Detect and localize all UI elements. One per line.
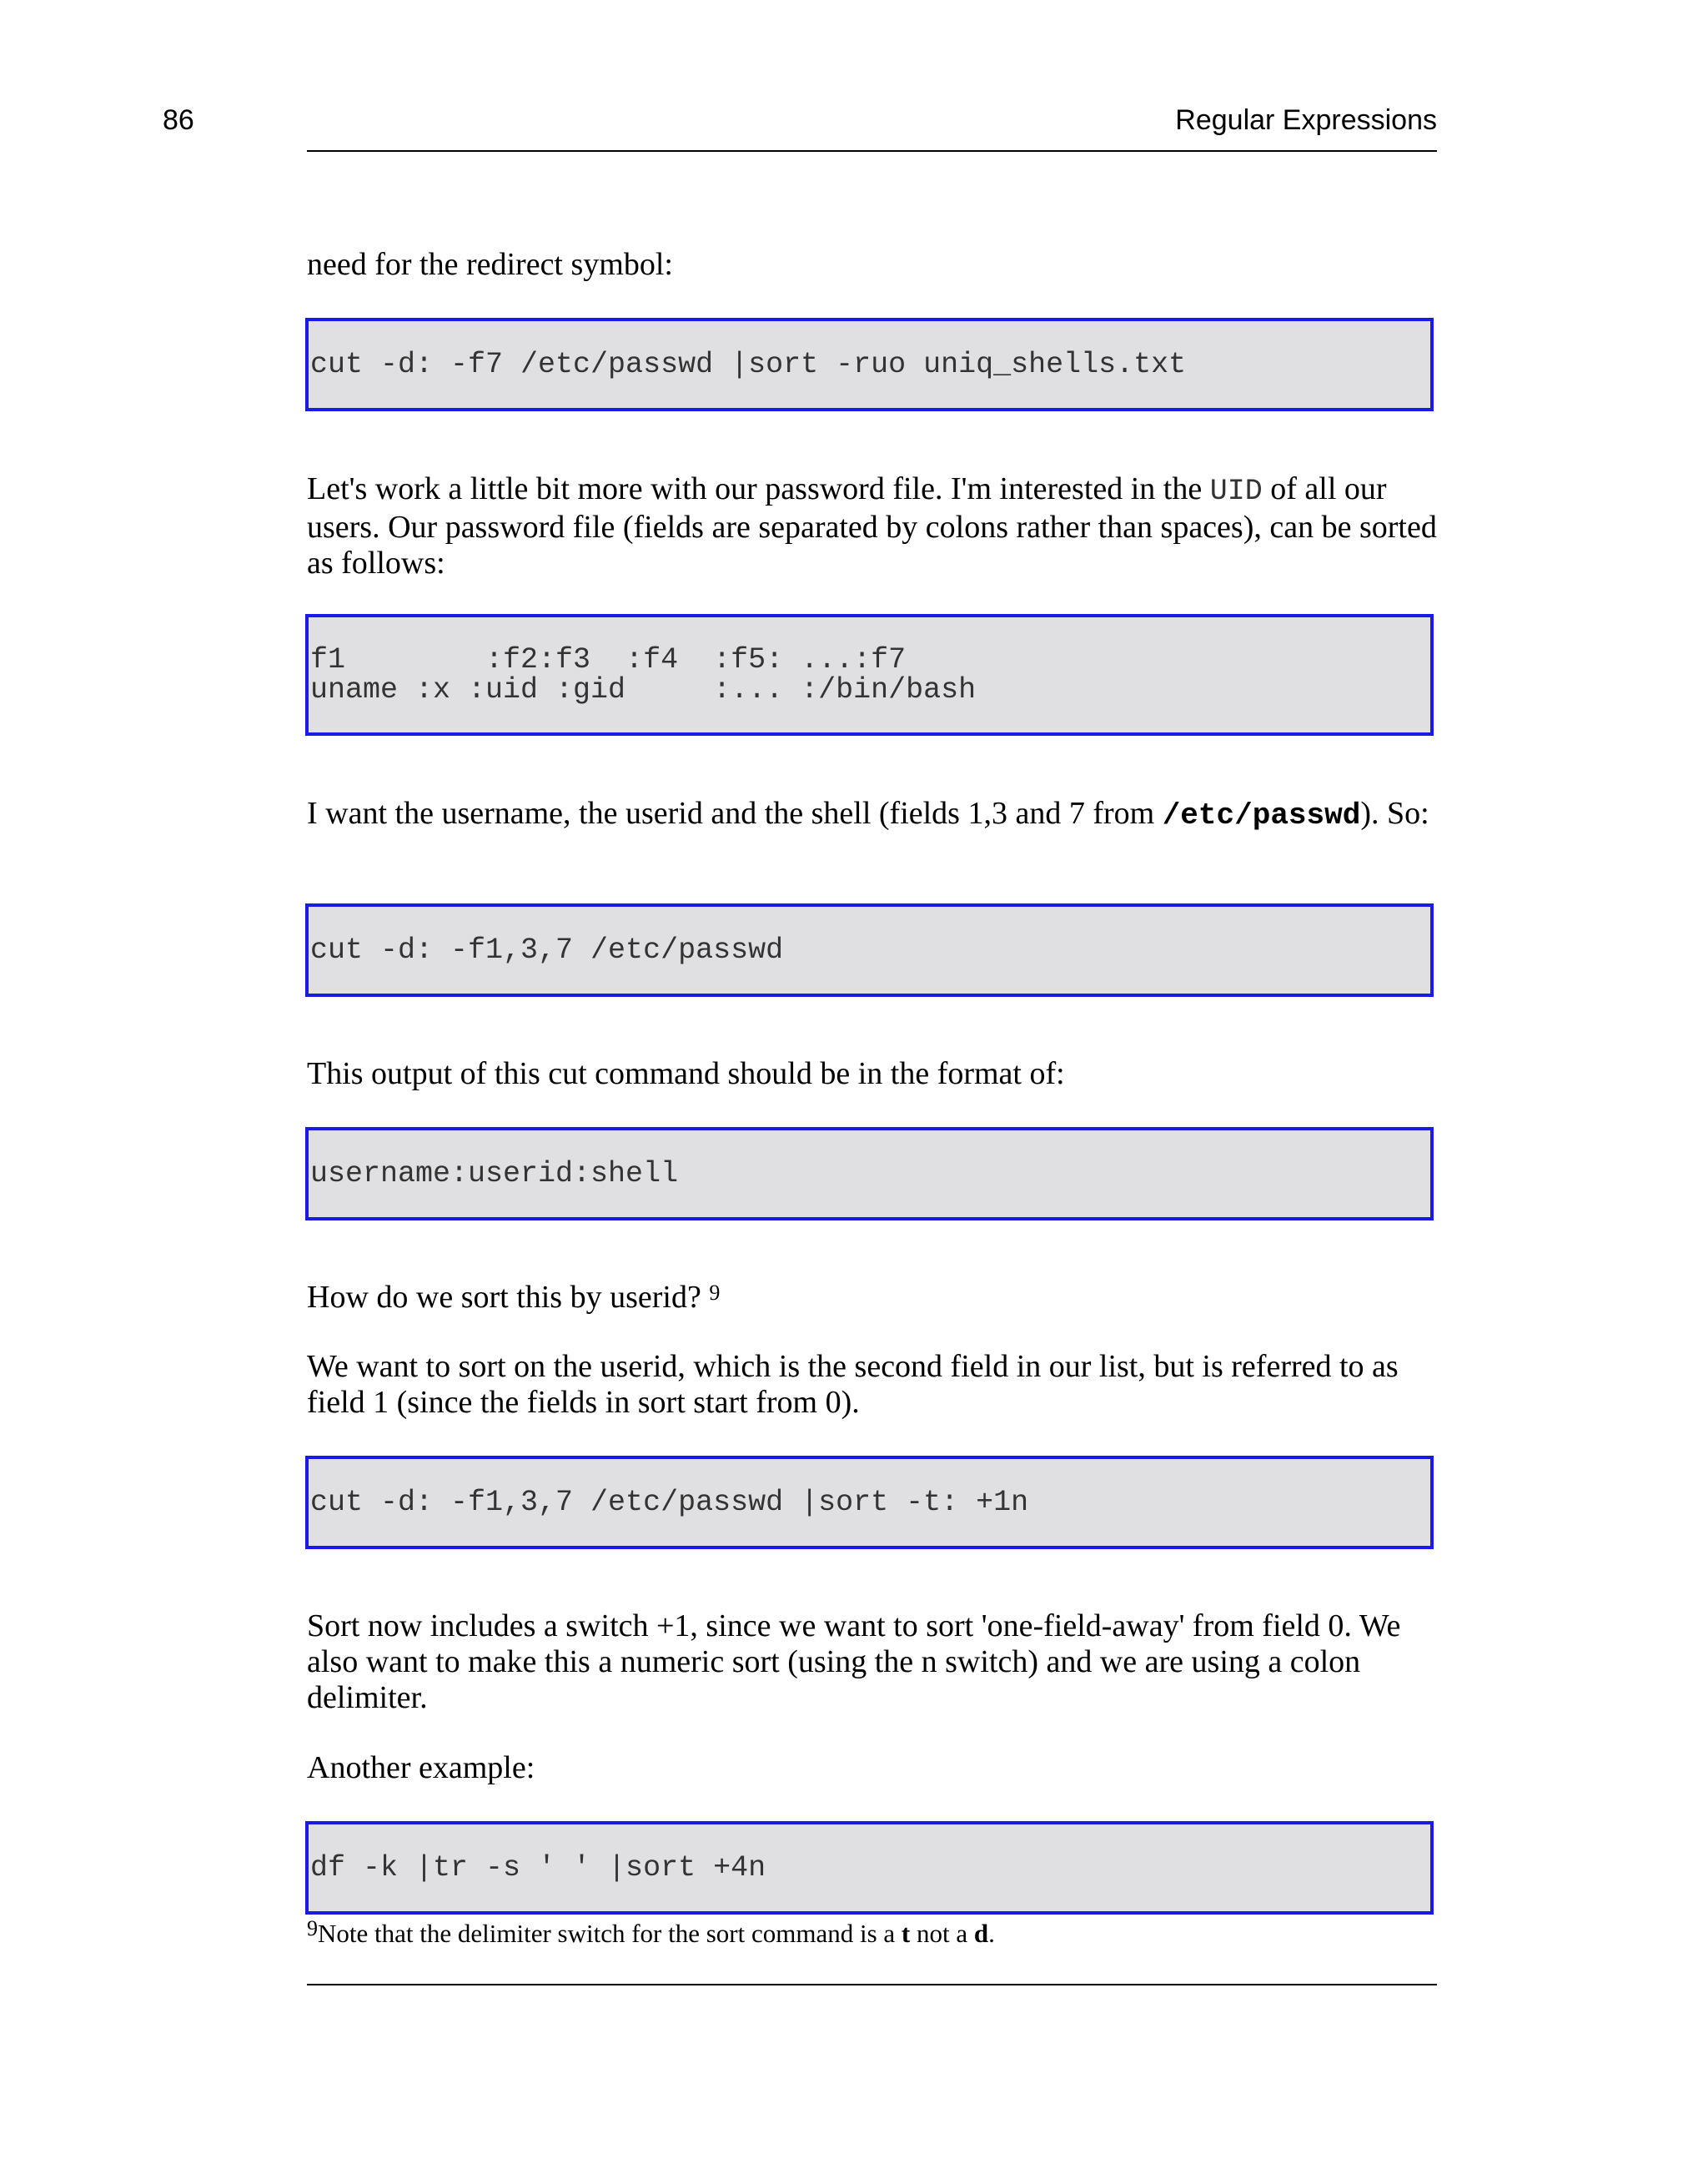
code-line: uname :x :uid :gid :... :/bin/bash	[310, 673, 977, 707]
code-block-passwd-fields	[305, 614, 1434, 736]
paragraph-sort-explanation: We want to sort on the userid, which is the second field in our list, but is referred to as field 1 (since the fields in sort start from 0).	[307, 1349, 1399, 1420]
paragraph-text: How do we sort this by userid?	[307, 1280, 710, 1315]
paragraph-fields-request	[307, 796, 1437, 833]
footnote-reference: 9	[709, 1281, 721, 1305]
footnote-text: Note that the delimiter switch for the sort command is a	[318, 1919, 902, 1948]
footnote-marker: 9	[307, 1916, 318, 1940]
footnote-bold-d: d	[973, 1919, 989, 1948]
code-line: df -k |tr -s ' ' |sort +4n	[310, 1851, 766, 1885]
paragraph-text: of all our users. Our password file (fields are separated by colons rather than spaces), can be sorted as follows:	[307, 471, 1437, 581]
footnote-text: not a	[910, 1919, 974, 1948]
inline-code-uid: UID	[1209, 475, 1263, 508]
paragraph-another-example: Another example:	[307, 1750, 535, 1785]
code-block-uniq-shells	[305, 318, 1434, 411]
header-rule	[307, 150, 1437, 152]
footnote-bold-t: t	[901, 1919, 911, 1948]
footnote	[307, 1916, 1437, 1949]
code-block-df-sort	[305, 1821, 1434, 1915]
paragraph-text: I want the username, the userid and the shell (fields 1,3 and 7 from	[307, 796, 1163, 831]
paragraph-text: ). So:	[1360, 796, 1429, 831]
code-block-format	[305, 1127, 1434, 1220]
code-line: cut -d: -f1,3,7 /etc/passwd |sort -t: +1n	[310, 1486, 1029, 1519]
paragraph-sort-question	[307, 1280, 1437, 1316]
inline-code-passwd-path: /etc/passwd	[1162, 798, 1361, 833]
paragraph-switch-explanation: Sort now includes a switch +1, since we want to sort 'one-field-away' from field 0. We also want to make this a numeric sort (using the n switch) and we are using a colon delimiter.	[307, 1608, 1401, 1715]
footer-rule	[307, 1984, 1437, 1985]
paragraph-redirect-intro: need for the redirect symbol:	[307, 247, 673, 282]
code-line: f1 :f2:f3 :f4 :f5: ...:f7	[310, 643, 907, 677]
code-block-cut-fields	[305, 903, 1434, 997]
paragraph-uid-intro	[307, 471, 1437, 581]
running-head: Regular Expressions	[1175, 104, 1437, 136]
code-line: username:userid:shell	[310, 1157, 679, 1190]
footnote-text: .	[988, 1919, 995, 1948]
page-number: 86	[163, 104, 194, 136]
code-line: cut -d: -f1,3,7 /etc/passwd	[310, 933, 784, 967]
code-line: cut -d: -f7 /etc/passwd |sort -ruo uniq_shells.txt	[310, 348, 1187, 381]
paragraph-text: Let's work a little bit more with our password file. I'm interested in the	[307, 471, 1210, 506]
code-block-cut-sort	[305, 1456, 1434, 1549]
paragraph-output-format: This output of this cut command should be in the format of:	[307, 1056, 1065, 1091]
